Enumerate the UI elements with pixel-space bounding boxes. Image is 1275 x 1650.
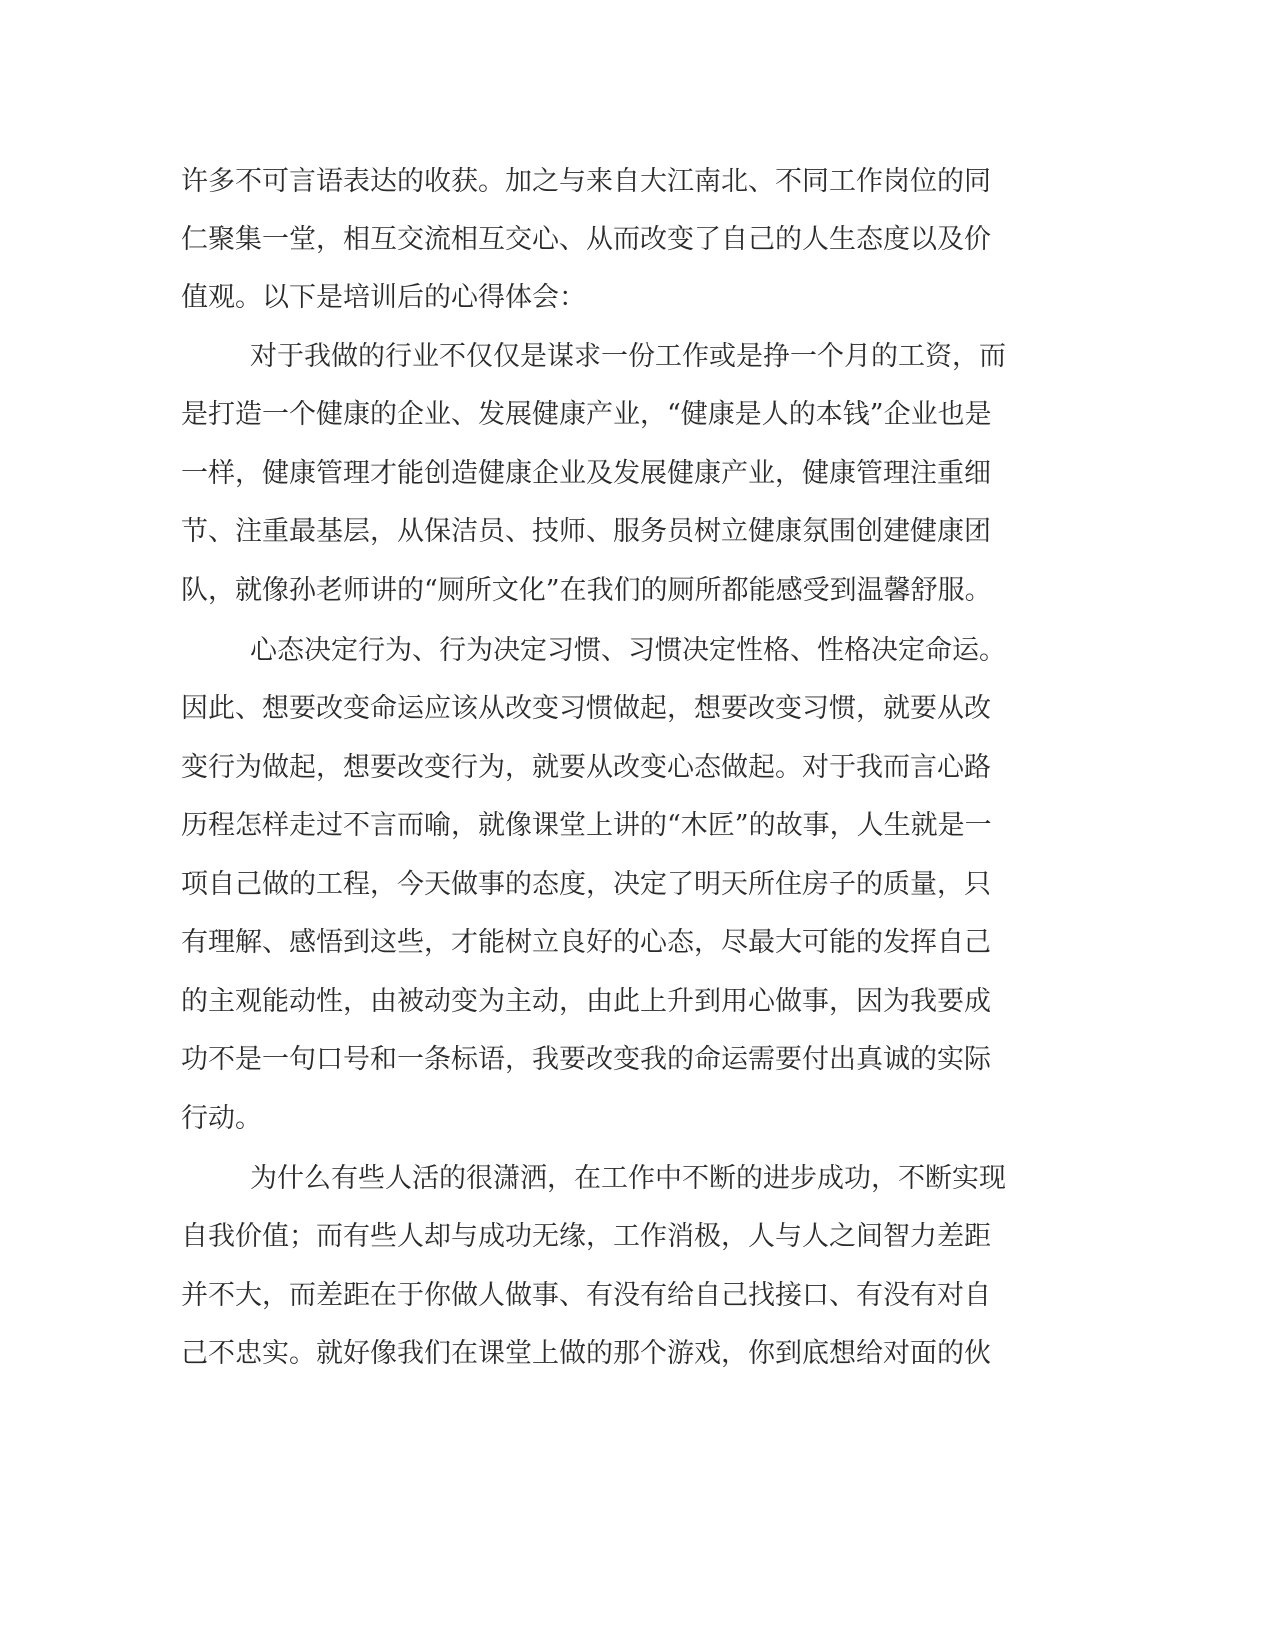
text-line-18: 为什么有些人活的很潇洒，在工作中不断的进步成功，不断实现 — [250, 1163, 1006, 1194]
text-line-16: 功不是一句口号和一条标语，我要改变我的命运需要付出真诚的实际 — [181, 1044, 991, 1075]
text-line-1: 许多不可言语表达的收获。加之与来自大江南北、不同工作岗位的同 — [181, 166, 991, 197]
text-line-20: 并不大，而差距在于你做人做事、有没有给自己找接口、有没有对自 — [181, 1280, 991, 1311]
text-line-21: 己不忠实。就好像我们在课堂上做的那个游戏，你到底想给对面的伙 — [181, 1338, 991, 1369]
text-line-13: 项自己做的工程，今天做事的态度，决定了明天所住房子的质量，只 — [181, 869, 991, 900]
text-line-17: 行动。 — [181, 1103, 262, 1134]
text-line-15: 的主观能动性，由被动变为主动，由此上升到用心做事，因为我要成 — [181, 986, 991, 1017]
text-line-9: 心态决定行为、行为决定习惯、习惯决定性格、性格决定命运。 — [250, 635, 1006, 666]
text-line-19: 自我价值；而有些人却与成功无缘，工作消极，人与人之间智力差距 — [181, 1221, 991, 1252]
text-line-7: 节、注重最基层，从保洁员、技师、服务员树立健康氛围创建健康团 — [181, 516, 991, 547]
text-line-5: 是打造一个健康的企业、发展健康产业，“健康是人的本钱”企业也是 — [181, 399, 992, 430]
text-line-3: 值观。以下是培训后的心得体会： — [181, 282, 586, 313]
text-line-12: 历程怎样走过不言而喻，就像课堂上讲的“木匠”的故事，人生就是一 — [181, 810, 992, 841]
text-line-11: 变行为做起，想要改变行为，就要从改变心态做起。对于我而言心路 — [181, 752, 991, 783]
text-line-4: 对于我做的行业不仅仅是谋求一份工作或是挣一个月的工资，而 — [250, 341, 1006, 372]
text-line-8: 队，就像孙老师讲的“厕所文化”在我们的厕所都能感受到温馨舒服。 — [181, 575, 992, 606]
text-line-10: 因此、想要改变命运应该从改变习惯做起，想要改变习惯，就要从改 — [181, 693, 991, 724]
text-line-14: 有理解、感悟到这些，才能树立良好的心态，尽最大可能的发挥自己 — [181, 927, 991, 958]
text-line-2: 仁聚集一堂，相互交流相互交心、从而改变了自己的人生态度以及价 — [181, 224, 991, 255]
text-line-6: 一样，健康管理才能创造健康企业及发展健康产业，健康管理注重细 — [181, 458, 991, 489]
